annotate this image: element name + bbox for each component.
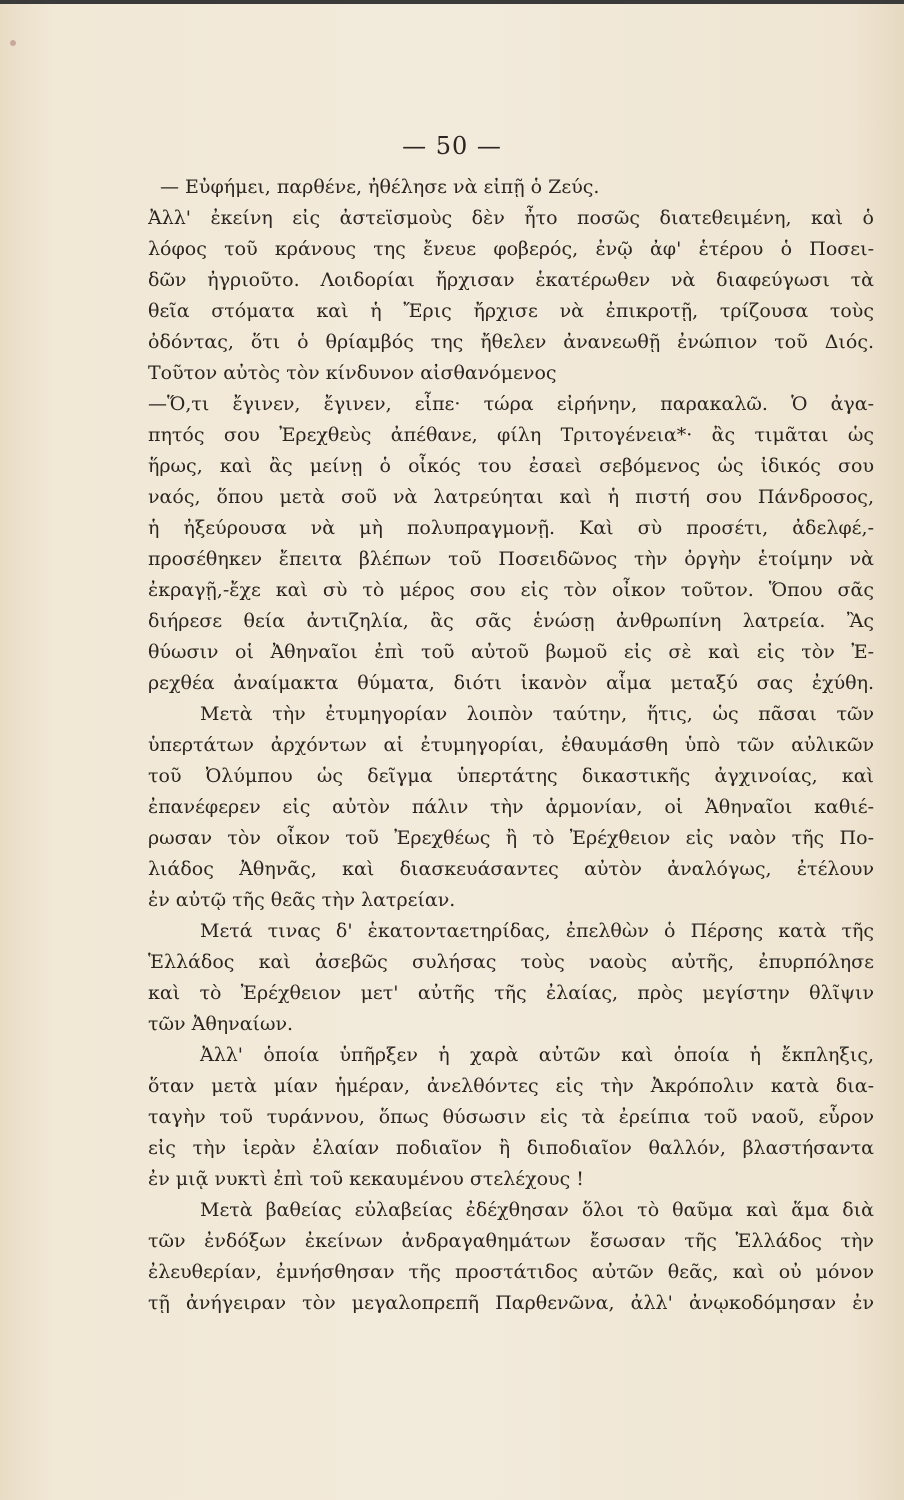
text-line: Μετὰ τὴν ἐτυμηγορίαν λοιπὸν ταύτην, ἥτις, ὡς πᾶσαι τῶν bbox=[200, 703, 874, 725]
page-number: — 50 — bbox=[402, 132, 502, 160]
text-line: —Ὅ,τι ἔγινεν, ἔγινεν, εἶπε· τώρα εἰρήνην, παρακαλῶ. Ὁ ἀγα- bbox=[148, 393, 874, 415]
text-line: Ἀλλ' ὁποία ὑπῆρξεν ἡ χαρὰ αὐτῶν καὶ ὁποία ἡ ἔκπληξις, bbox=[200, 1044, 874, 1066]
text-line: δῶν ἠγριοῦτο. Λοιδορίαι ἤρχισαν ἑκατέρωθεν νὰ διαφεύγωσι τὰ bbox=[148, 269, 874, 291]
text-line: ἐν μιᾷ νυκτὶ ἐπὶ τοῦ κεκαυμένου στελέχους ! bbox=[148, 1168, 584, 1190]
text-line: Μετά τινας δ' ἑκατονταετηρίδας, ἐπελθὼν ὁ Πέρσης κατὰ τῆς bbox=[200, 920, 874, 942]
text-line: ἡ ἠξεύρουσα νὰ μὴ πολυπραγμονῇ. Καὶ σὺ προσέτι, ἀδελφέ,- bbox=[148, 517, 874, 539]
paper-stain-mark bbox=[10, 40, 16, 46]
text-line: λόφος τοῦ κράνους της ἔνευε φοβερός, ἐνῷ ἀφ' ἑτέρου ὁ Ποσει- bbox=[148, 238, 874, 260]
text-line: ὀδόντας, ὅτι ὁ θρίαμβός της ἤθελεν ἀνανεωθῇ ἐνώπιον τοῦ Διός. bbox=[148, 331, 874, 353]
text-line: προσέθηκεν ἔπειτα βλέπων τοῦ Ποσειδῶνος τὴν ὀργὴν ἑτοίμην νὰ bbox=[148, 548, 874, 570]
text-line: ταγὴν τοῦ τυράννου, ὅπως θύσωσιν εἰς τὰ ἐρείπια τοῦ ναοῦ, εὗρον bbox=[148, 1106, 874, 1128]
text-line: τῇ ἀνήγειραν τὸν μεγαλοπρεπῆ Παρθενῶνα, ἀλλ' ἀνῳκοδόμησαν ἐν bbox=[148, 1292, 874, 1314]
text-line: εἰς τὴν ἱερὰν ἐλαίαν ποδιαῖον ἢ διποδιαῖον θαλλόν, βλαστήσαντα bbox=[148, 1137, 874, 1159]
text-line: θύωσιν οἱ Ἀθηναῖοι ἐπὶ τοῦ αὐτοῦ βωμοῦ εἰς σὲ καὶ εἰς τὸν Ἐ- bbox=[148, 641, 874, 663]
text-line: ἐπανέφερεν εἰς αὐτὸν πάλιν τὴν ἁρμονίαν, οἱ Ἀθηναῖοι καθιέ- bbox=[148, 796, 874, 818]
text-line: Μετὰ βαθείας εὐλαβείας ἐδέχθησαν ὅλοι τὸ θαῦμα καὶ ἅμα διὰ bbox=[200, 1199, 874, 1221]
text-line: ἐκραγῇ,-ἔχε καὶ σὺ τὸ μέρος σου εἰς τὸν οἶκον τοῦτον. Ὅπου σᾶς bbox=[148, 579, 874, 601]
text-line: πητός σου Ἐρεχθεὺς ἀπέθανε, φίλη Τριτογένεια*· ἂς τιμᾶται ὡς bbox=[148, 424, 874, 446]
text-line: ἥρως, καὶ ἂς μείνῃ ὁ οἶκός του ἐσαεὶ σεβόμενος ὡς ἰδικός σου bbox=[148, 455, 874, 477]
text-line: θεῖα στόματα καὶ ἡ Ἔρις ἤρχισε νὰ ἐπικροτῇ, τρίζουσα τοὺς bbox=[148, 300, 874, 322]
text-line: ρωσαν τὸν οἶκον τοῦ Ἐρεχθέως ἢ τὸ Ἐρέχθειον εἰς ναὸν τῆς Πο- bbox=[148, 827, 874, 849]
text-line: — Εὐφήμει, παρθένε, ἠθέλησε νὰ εἰπῇ ὁ Ζεύς. bbox=[160, 176, 600, 198]
text-line: ὅταν μετὰ μίαν ἡμέραν, ἀνελθόντες εἰς τὴν Ἀκρόπολιν κατὰ δια- bbox=[148, 1075, 874, 1097]
text-line: ἐν αὐτῷ τῆς θεᾶς τὴν λατρείαν. bbox=[148, 889, 456, 911]
text-line: διήρεσε θεία ἀντιζηλία, ἂς σᾶς ἑνώσῃ ἀνθρωπίνη λατρεία. Ἂς bbox=[148, 610, 874, 632]
text-line: καὶ τὸ Ἐρέχθειον μετ' αὐτῆς τῆς ἐλαίας, πρὸς μεγίστην θλῖψιν bbox=[148, 982, 874, 1004]
text-line: Ἀλλ' ἐκείνη εἰς ἀστεϊσμοὺς δὲν ἦτο ποσῶς διατεθειμένη, καὶ ὁ bbox=[148, 207, 874, 229]
text-line: τῶν ἐνδόξων ἐκείνων ἀνδραγαθημάτων ἔσωσαν τῆς Ἑλλάδος τὴν bbox=[148, 1230, 874, 1252]
text-line: τοῦ Ὀλύμπου ὡς δεῖγμα ὑπερτάτης δικαστικῆς ἀγχινοίας, καὶ bbox=[148, 765, 874, 787]
text-line: Ἑλλάδος καὶ ἀσεβῶς συλήσας τοὺς ναοὺς αὐτῆς, ἐπυρπόλησε bbox=[148, 951, 874, 973]
text-line: λιάδος Ἀθηνᾶς, καὶ διασκευάσαντες αὐτὸν ἀναλόγως, ἐτέλουν bbox=[148, 858, 874, 880]
text-line: Τοῦτον αὐτὸς τὸν κίνδυνον αἰσθανόμενος bbox=[148, 362, 557, 384]
text-line: ὑπερτάτων ἀρχόντων αἱ ἐτυμηγορίαι, ἐθαυμάσθη ὑπὸ τῶν αὐλικῶν bbox=[148, 734, 874, 756]
text-line: ἐλευθερίαν, ἐμνήσθησαν τῆς προστάτιδος αὐτῶν θεᾶς, καὶ οὐ μόνον bbox=[148, 1261, 874, 1283]
top-edge-rule bbox=[0, 0, 904, 4]
text-line: τῶν Ἀθηναίων. bbox=[148, 1013, 294, 1035]
text-line: ναός, ὅπου μετὰ σοῦ νὰ λατρεύηται καὶ ἡ πιστή σου Πάνδροσος, bbox=[148, 486, 874, 508]
text-line: ρεχθέα ἀναίμακτα θύματα, διότι ἱκανὸν αἷμα μεταξύ σας ἐχύθη. bbox=[148, 672, 874, 694]
body-text bbox=[148, 172, 874, 1319]
